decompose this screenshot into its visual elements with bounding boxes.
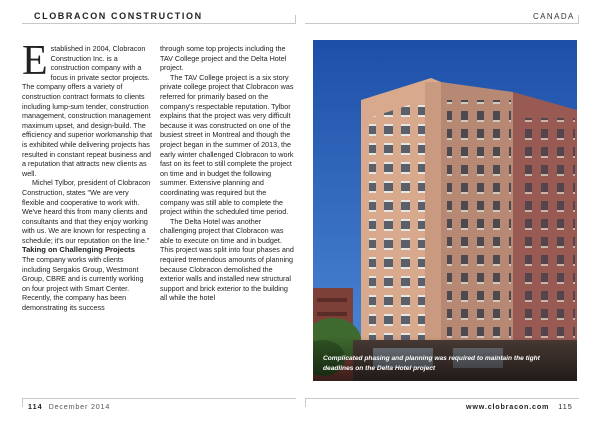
page-number-left: 114 bbox=[28, 402, 43, 411]
article-subheading: Taking on Challenging Projects bbox=[22, 245, 135, 255]
issue-date: December 2014 bbox=[48, 402, 111, 411]
footer-right bbox=[466, 402, 573, 411]
website-link[interactable]: www.clobracon.com bbox=[466, 402, 550, 411]
drop-cap: E bbox=[22, 38, 48, 84]
magazine-section-title: CLOBRACON CONSTRUCTION bbox=[34, 11, 203, 21]
delta-hotel-photo bbox=[313, 40, 577, 381]
footer-rule-right bbox=[305, 398, 579, 399]
footer-rule-right-tick bbox=[305, 398, 306, 407]
photo-caption: Complicated phasing and planning was required to maintain the tight deadlines on the Delta Hotel project bbox=[323, 355, 540, 372]
article-column-2 bbox=[160, 44, 294, 303]
article-paragraph: Michel Tylbor, president of Clobracon Construction, states "We are very flexible and cooperative to work with. We've heard this from many clients and consultants and that they enjoy working with us. We are known for respecting a schedule; it's our reputation on the line." bbox=[22, 178, 151, 245]
article-paragraph: The Delta Hotel was another challenging project that Clobracon was able to execute on time and in budget. This project was split into four phases and required tremendous amounts of planning because Clobracon demolished the exterior walls and installed new structural support and brick exterior to the building all while the hotel bbox=[160, 216, 294, 303]
header-rule-left bbox=[22, 23, 296, 24]
article-paragraph: The TAV College project is a six story private college project that Clobracon was referred for primarily based on the company's respectable reputation. Tylbor explains that the project was very difficult because it was constructed on one of the busiest street in Montreal and though the project began in the summer of 2013, the early winter challenged Clobracon to work fast on its feet to still complete the project on time and in budget the following summer. Extensive planning and coordinating was required but the company was still able to complete the project within the scheduled time period. bbox=[160, 72, 294, 217]
region-label: CANADA bbox=[533, 12, 575, 21]
header-rule-right-tick bbox=[578, 15, 579, 24]
article-paragraph: stablished in 2004, Clobracon Construction Inc. is a construction company with a focus in private sector projects. The company offers a variety of construction contract formats to clients including lump-sum tender, construction management, construction management maximum upset, and design-build. The efficiency and superior workmanship that is exhibited while delivering projects has resulted in constant repeat business and a reputation that attracts new clients as well. bbox=[22, 44, 153, 178]
footer-rule-left bbox=[22, 398, 296, 399]
header-rule-right bbox=[305, 23, 579, 24]
page-number-right: 115 bbox=[558, 402, 573, 411]
article-paragraph: through some top projects including the TAV College project and the Delta Hotel project. bbox=[160, 44, 287, 73]
article-paragraph: The company works with clients including Sergakis Group, Westmont Group, CBRE and is currently working on four project with Smart Center. Recently, the company has been demonstrating its success bbox=[22, 255, 144, 313]
footer-rule-left-tick bbox=[22, 398, 23, 407]
footer-left bbox=[28, 402, 110, 411]
header-rule-left-tick bbox=[295, 15, 296, 24]
article-column-1 bbox=[22, 38, 153, 313]
